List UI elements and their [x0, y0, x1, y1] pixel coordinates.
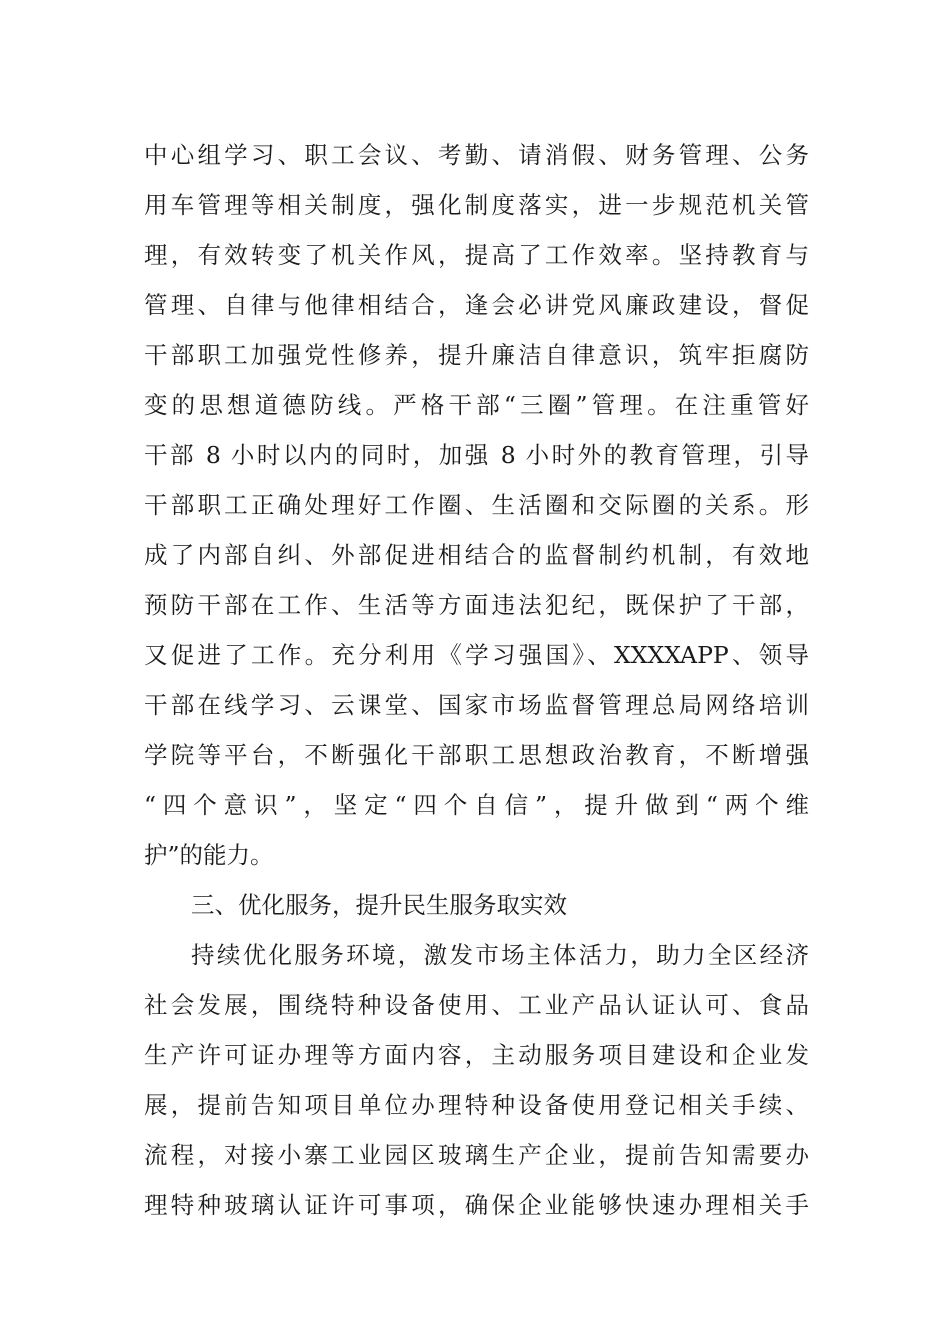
- text-line: 持续优化服务环境，激发市场主体活力，助力全区经济: [191, 941, 809, 969]
- text-line: 干部 8 小时以内的同时，加强 8 小时外的教育管理，引导: [144, 441, 809, 469]
- text-line: 中心组学习、职工会议、考勤、请消假、财务管理、公务: [144, 141, 809, 169]
- text-line: 展，提前告知项目单位办理特种设备使用登记相关手续、: [144, 1091, 809, 1119]
- text-line: 生产许可证办理等方面内容，主动服务项目建设和企业发: [144, 1041, 809, 1069]
- text-line: 干部职工正确处理好工作圈、生活圈和交际圈的关系。形: [144, 491, 809, 519]
- text-line: 护”的能力。: [144, 841, 274, 869]
- text-line: 变的思想道德防线。严格干部“三圈”管理。在注重管好: [144, 391, 809, 419]
- text-line: 管理、自律与他律相结合，逢会必讲党风廉政建设，督促: [144, 291, 809, 319]
- section-heading: 三、优化服务，提升民生服务取实效: [191, 891, 567, 919]
- text-line: 流程，对接小寨工业园区玻璃生产企业，提前告知需要办: [144, 1141, 809, 1169]
- text-line: 干部在线学习、云课堂、国家市场监督管理总局网络培训: [144, 691, 809, 719]
- text-line: 理特种玻璃认证许可事项，确保企业能够快速办理相关手: [144, 1191, 809, 1219]
- text-line: 学院等平台，不断强化干部职工思想政治教育，不断增强: [144, 741, 809, 769]
- text-line: “四个意识”，坚定“四个自信”，提升做到“两个维: [144, 791, 809, 819]
- body-text: [144, 130, 809, 1230]
- text-line: 用车管理等相关制度，强化制度落实，进一步规范机关管: [144, 191, 809, 219]
- text-line: 成了内部自纠、外部促进相结合的监督制约机制，有效地: [144, 541, 809, 569]
- text-line: 干部职工加强党性修养，提升廉洁自律意识，筑牢拒腐防: [144, 341, 809, 369]
- text-line: 又促进了工作。充分利用《学习强国》、XXXXAPP、领导: [144, 641, 809, 669]
- text-line: 理，有效转变了机关作风，提高了工作效率。坚持教育与: [144, 241, 809, 269]
- text-line: 社会发展，围绕特种设备使用、工业产品认证认可、食品: [144, 991, 809, 1019]
- text-line: 预防干部在工作、生活等方面违法犯纪，既保护了干部，: [144, 591, 809, 619]
